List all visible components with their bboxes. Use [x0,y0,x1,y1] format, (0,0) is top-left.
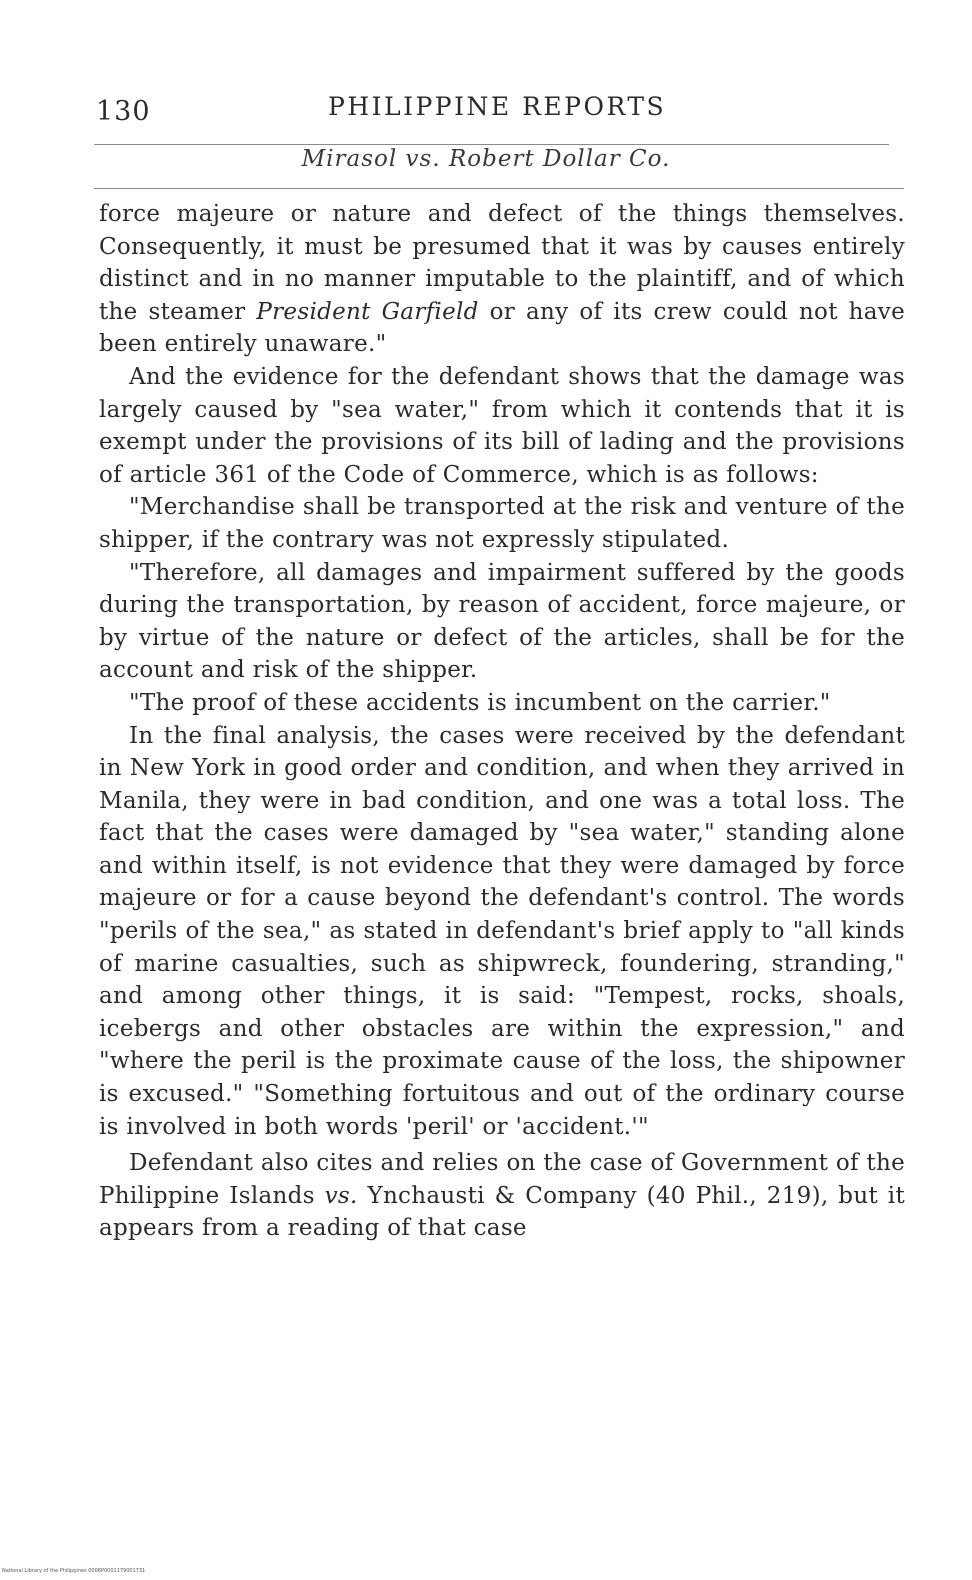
paragraph-analysis: In the final analysis, the cases were received by the defendant in New York in good order and condition, and when they arrived in Manila, they were in bad condition, and one was a total loss. The fact that the cases were damaged by "sea water," standing alone and within itself, is not evidence that they were damaged by force majeure or for a cause beyond the defendant's control. The words "perils of the sea," as stated in defendant's brief apply to "all kinds of marine casualties, such as shipwreck, foundering, stranding," and among other things, it is said: "Tempest, rocks, shoals, icebergs and other obstacles are within the expression," and "where the peril is the proximate cause of the loss, the shipowner is excused." "Something fortuitous and out of the ordinary course is involved in both words 'peril' or 'accident.'" [99,722,905,1140]
quote-merchandise: "Merchandise shall be transported at the risk and venture of the shipper, if the contrary was not expressly stipulated. [99,494,905,553]
header-rule-top [94,144,889,145]
paragraph-evidence: And the evidence for the defendant shows that the damage was largely caused by "sea water," from which it contends that it is exempt under the provisions of its bill of lading and the provisions of article 361 of the Code of Commerce, which is as follows: [99,363,905,488]
page-header [96,90,906,138]
versus-abbrev: vs. [324,1182,358,1209]
scan-credit: National Library of the Philippines 0008P0001179001731 [2,1568,146,1574]
quote-damages: "Therefore, all damages and impairment suffered by the goods during the transportation, by reason of accident, force majeure, or by virtue of the nature or defect of the articles, shall be for the account and risk of the shipper. [99,559,905,684]
page-number: 130 [96,96,151,127]
paragraph-continuation: force majeure or nature and defect of the things themselves. Consequently, it must be presumed that it was by causes entirely distinct and in no manner imputable to the plaintiff, and of which the steamer President Garfield or any of its crew could not have been entirely unaware." [99,201,906,358]
quote-proof: "The proof of these accidents is incumbent on the carrier." [129,689,831,716]
body-text [99,198,905,1245]
header-rule-bottom [94,188,904,189]
case-title: Mirasol vs. Robert Dollar Co. [301,146,671,172]
paragraph-ynchausti: Defendant also cites and relies on the case of Government of the Philippine Islands vs. Ynchausti & Company (40 Phil., 219), but it appears from a reading of that case [99,1150,906,1242]
vessel-name: President Garfield [256,298,479,325]
running-title: PHILIPPINE REPORTS [328,92,667,121]
